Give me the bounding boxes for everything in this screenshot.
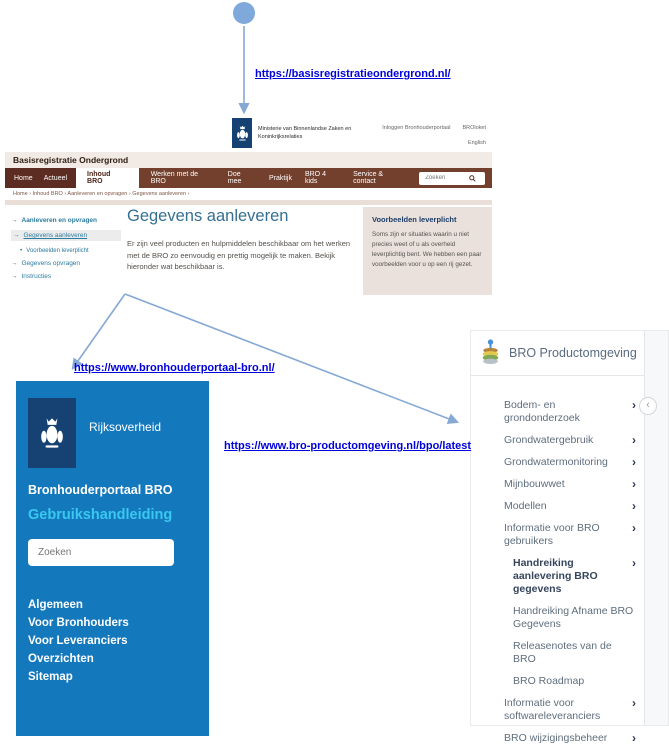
ministry-name: Ministerie van Binnenlandse Zaken en Koninkrijksrelaties (258, 126, 352, 140)
bpo-header (471, 331, 645, 376)
rijksoverheid-crest-icon (236, 125, 249, 142)
bro-sidebar (11, 217, 121, 286)
arrow-to-portal (73, 294, 125, 368)
rijksoverheid-logo-ribbon (232, 118, 252, 148)
chevron-right-icon: › (632, 455, 636, 469)
bro-search-input[interactable] (423, 174, 469, 182)
rijksoverheid-wordmark: Rijksoverheid (89, 420, 162, 434)
arrow-right-icon: → (11, 217, 18, 224)
breadcrumb[interactable]: Home › Inhoud BRO › Aanleveren en opvragen › Gegevens aanleveren › (13, 191, 190, 197)
voorbeelden-leverplicht-box (363, 207, 492, 295)
nav-item-actueel[interactable]: Actueel (43, 174, 68, 182)
bullet-icon: • (20, 247, 23, 254)
bro-page-content (5, 205, 492, 295)
bpo-menu-item-informatie-softwareleveranciers[interactable]: Informatie voor softwareleveranciers › (504, 697, 642, 723)
sidebar-item-gegevens-opvragen[interactable]: → Gegevens opvragen (11, 260, 81, 267)
nav-item-bro-4-kids[interactable]: BRO 4 kids (304, 171, 326, 185)
nav-item-praktijk[interactable]: Praktijk (269, 174, 292, 182)
bro-site-header (5, 118, 492, 152)
portal-menu-item-voor-bronhouders[interactable]: Voor Bronhouders (28, 617, 129, 629)
sidebar-item-instructies[interactable]: → Instructies (11, 273, 52, 280)
bpo-menu-item-mijnbouwwet[interactable]: Mijnbouwwet › (504, 478, 642, 491)
portal-search-input[interactable] (36, 546, 166, 559)
portal-menu-item-overzichten[interactable]: Overzichten (28, 653, 94, 665)
link-basisregistratieondergrond[interactable]: https://basisregistratieondergrond.nl/ (255, 68, 451, 80)
bpo-menu-item-modellen[interactable]: Modellen › (504, 500, 642, 513)
aside-title: Voorbeelden leverplicht (372, 215, 457, 224)
screenshot-bro-productomgeving (470, 330, 669, 745)
portal-title: Bronhouderportaal BRO (28, 483, 173, 497)
bpo-menu-item-grondwatergebruik[interactable]: Grondwatergebruik › (504, 434, 642, 447)
screenshot-bronhouderportaal (16, 381, 209, 736)
nav-item-doe-mee[interactable]: Doe mee (227, 171, 242, 185)
bro-main-nav (5, 168, 492, 188)
rijksoverheid-logo-block (28, 398, 76, 468)
nav-item-service-contact[interactable]: Service & contact (353, 171, 384, 185)
login-bronhouderportaal-link[interactable]: Inloggen Bronhouderportaal (382, 125, 451, 131)
nav-item-werken-met-de-bro[interactable]: Werken met de BRO (150, 171, 199, 185)
sidebar-item-voorbeelden-leverplicht[interactable]: • Voorbeelden leverplicht (20, 247, 89, 254)
bpo-menu-item-releasenotes[interactable]: Releasenotes van de BRO (513, 640, 612, 665)
aside-text: Soms zijn er situaties waarin u niet precies weet of u als overheid leverplichtig bent. We hebben een paar voorbeelden voor u op een rij gezet. (372, 231, 482, 269)
chevron-right-icon: › (632, 398, 636, 412)
chevron-right-icon: › (632, 477, 636, 491)
bpo-panel-title: BRO Productomgeving (509, 346, 637, 360)
bpo-menu-item-handreiking-afname[interactable]: Handreiking Afname BRO Gegevens (513, 605, 634, 630)
bpo-menu (504, 399, 642, 754)
nav-item-home[interactable]: Home (14, 174, 33, 182)
bpo-menu-item-handreiking-aanlevering[interactable]: Handreiking aanlevering BRO gegevens › (513, 557, 642, 596)
site-title-band: Basisregistratie Ondergrond (5, 152, 492, 168)
arrow-right-icon: → (11, 260, 18, 267)
nav-item-inhoud-bro-active[interactable]: Inhoud BRO (76, 168, 139, 188)
portal-search-box[interactable] (28, 539, 174, 566)
language-link[interactable]: English (467, 140, 486, 146)
bpo-menu-item-grondwatermonitoring[interactable]: Grondwatermonitoring › (504, 456, 642, 469)
bpo-menu-item-informatie-voor-bro-gebruikers[interactable]: Informatie voor BRO gebruikers › (504, 522, 642, 548)
chevron-right-icon: › (632, 521, 636, 535)
panel-collapse-button[interactable] (639, 397, 657, 415)
map-edge-strip (644, 331, 668, 725)
portal-subtitle: Gebruikshandleiding (28, 507, 173, 523)
chevron-right-icon: › (632, 731, 636, 745)
search-icon (469, 175, 476, 182)
bro-layers-logo-icon (480, 339, 501, 366)
broloket-link[interactable]: BROloket (462, 125, 486, 131)
flow-start-node (233, 2, 255, 24)
chevron-right-icon: › (632, 433, 636, 447)
chevron-right-icon: › (632, 556, 636, 570)
portal-menu-item-voor-leveranciers[interactable]: Voor Leveranciers (28, 635, 128, 647)
arrow-right-icon: → (11, 273, 18, 280)
bpo-menu-item-bro-roadmap[interactable]: BRO Roadmap (513, 675, 585, 687)
page-title: Gegevens aanleveren (127, 207, 289, 225)
portal-menu-item-algemeen[interactable]: Algemeen (28, 599, 83, 611)
bpo-menu-item-bodem-en-grondonderzoek[interactable]: Bodem- en grondonderzoek › (504, 399, 642, 425)
link-bro-productomgeving[interactable]: https://www.bro-productomgeving.nl/bpo/latest (224, 440, 472, 452)
arrow-right-icon: → (13, 232, 20, 239)
bro-search-box[interactable] (419, 172, 485, 185)
bpo-menu-item-bro-wijzigingsbeheer[interactable]: BRO wijzigingsbeheer › (504, 732, 642, 745)
chevron-right-icon: › (632, 499, 636, 513)
chevron-left-icon: ‹ (646, 399, 650, 411)
sidebar-item-gegevens-aanleveren[interactable]: → Gegevens aanleveren (11, 230, 121, 241)
portal-menu-item-sitemap[interactable]: Sitemap (28, 671, 73, 683)
page-intro: Er zijn veel producten en hulpmiddelen beschikbaar om het werken met de BRO zo eenvoudig en prettig mogelijk te maken. Bekijk hieronder wat beschikbaar is. (127, 239, 351, 272)
sidebar-item-aanleveren-en-opvragen[interactable]: → Aanleveren en opvragen (11, 217, 97, 224)
chevron-right-icon: › (632, 696, 636, 710)
rijksoverheid-crest-icon (39, 417, 65, 450)
portal-menu (28, 596, 129, 686)
screenshot-bro-website (5, 118, 492, 295)
link-bronhouderportaal[interactable]: https://www.bronhouderportaal-bro.nl/ (74, 362, 275, 374)
